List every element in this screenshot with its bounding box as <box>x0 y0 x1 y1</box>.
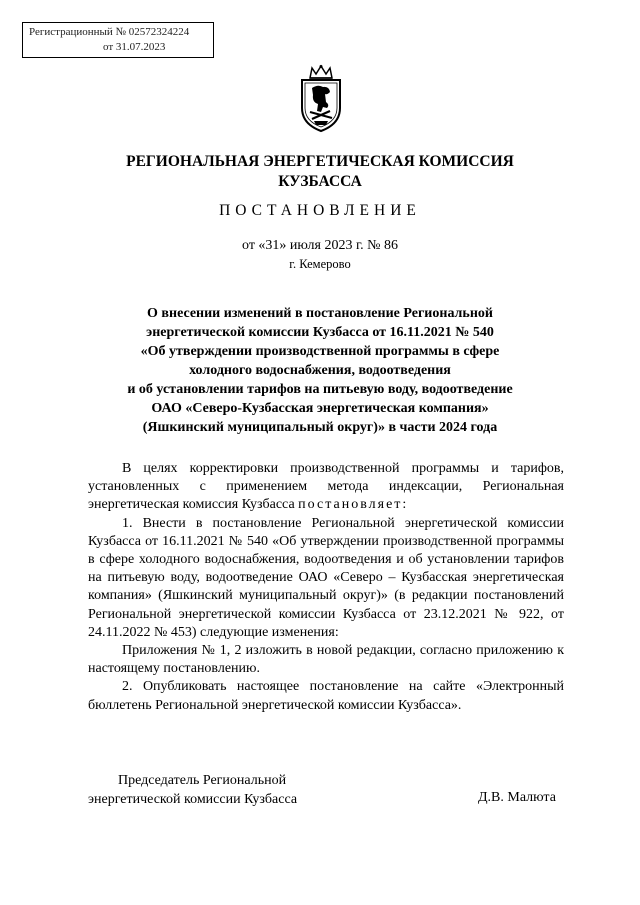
signature-name: Д.В. Малюта <box>478 790 556 805</box>
kuzbass-coat-of-arms-icon <box>296 64 346 134</box>
document-body <box>88 460 564 715</box>
organization-line: РЕГИОНАЛЬНАЯ ЭНЕРГЕТИЧЕСКАЯ КОМИССИЯ <box>126 153 514 170</box>
heading-line: ОАО «Северо-Кузбасская энергетическая компания» <box>151 401 489 416</box>
document-type: ПОСТАНОВЛЕНИЕ <box>219 202 421 219</box>
intro-verb: постановляет: <box>298 497 409 513</box>
heading-line: О внесении изменений в постановление Региональной <box>147 306 493 321</box>
document-heading <box>0 304 640 437</box>
intro-paragraph <box>88 460 564 515</box>
signature-title-line: энергетической комиссии Кузбасса <box>88 792 298 807</box>
heading-line: и об установлении тарифов на питьевую воду, водоотведение <box>127 382 513 397</box>
heading-line: энергетической комиссии Кузбасса от 16.11.2021 № 540 <box>146 325 494 340</box>
organization-name <box>0 152 640 192</box>
intro-text: В целях корректировки производственной программы и тарифов, установленных с применением метода индексации, Региональная энергетическая комиссия Кузбасса <box>88 461 564 513</box>
signature-title-line: Председатель Региональной <box>118 773 287 788</box>
registration-number: Регистрационный № 02572324224 <box>29 26 190 38</box>
registration-date: от 31.07.2023 <box>103 41 166 53</box>
registration-stamp <box>22 22 214 58</box>
signature-title <box>88 771 297 809</box>
document-date: от «31» июля 2023 г. № 86 <box>242 238 398 253</box>
item-1-sub-paragraph: Приложения № 1, 2 изложить в новой редакции, согласно приложению к настоящему постановлению. <box>88 643 564 677</box>
heading-line: холодного водоснабжения, водоотведения <box>189 363 451 378</box>
heading-line: «Об утверждении производственной программы в сфере <box>140 344 500 359</box>
document-city: г. Кемерово <box>289 257 351 271</box>
item-2-paragraph: 2. Опубликовать настоящее постановление на сайте «Электронный бюллетень Региональной энергетической комиссии Кузбасса». <box>88 679 564 713</box>
heading-line: (Яшкинский муниципальный округ)» в части 2024 года <box>142 420 498 435</box>
organization-line: КУЗБАССА <box>278 173 362 190</box>
item-1-paragraph: 1. Внести в постановление Региональной энергетической комиссии Кузбасса от 16.11.2021 № 540 «Об утверждении производственной программы в сфере холодного водоснабжения, водоотведения и об установлении тарифов на питьевую воду, водоотведение ОАО «Северо – Кузбасская энергетическая компания» (Яшкинский муниципальный округ)» (в редакции постановлений Региональной энергетической комиссии Кузбасса от 23.12.2021 № 922, от 24.11.2022 № 453) следующие изменения: <box>88 515 564 640</box>
